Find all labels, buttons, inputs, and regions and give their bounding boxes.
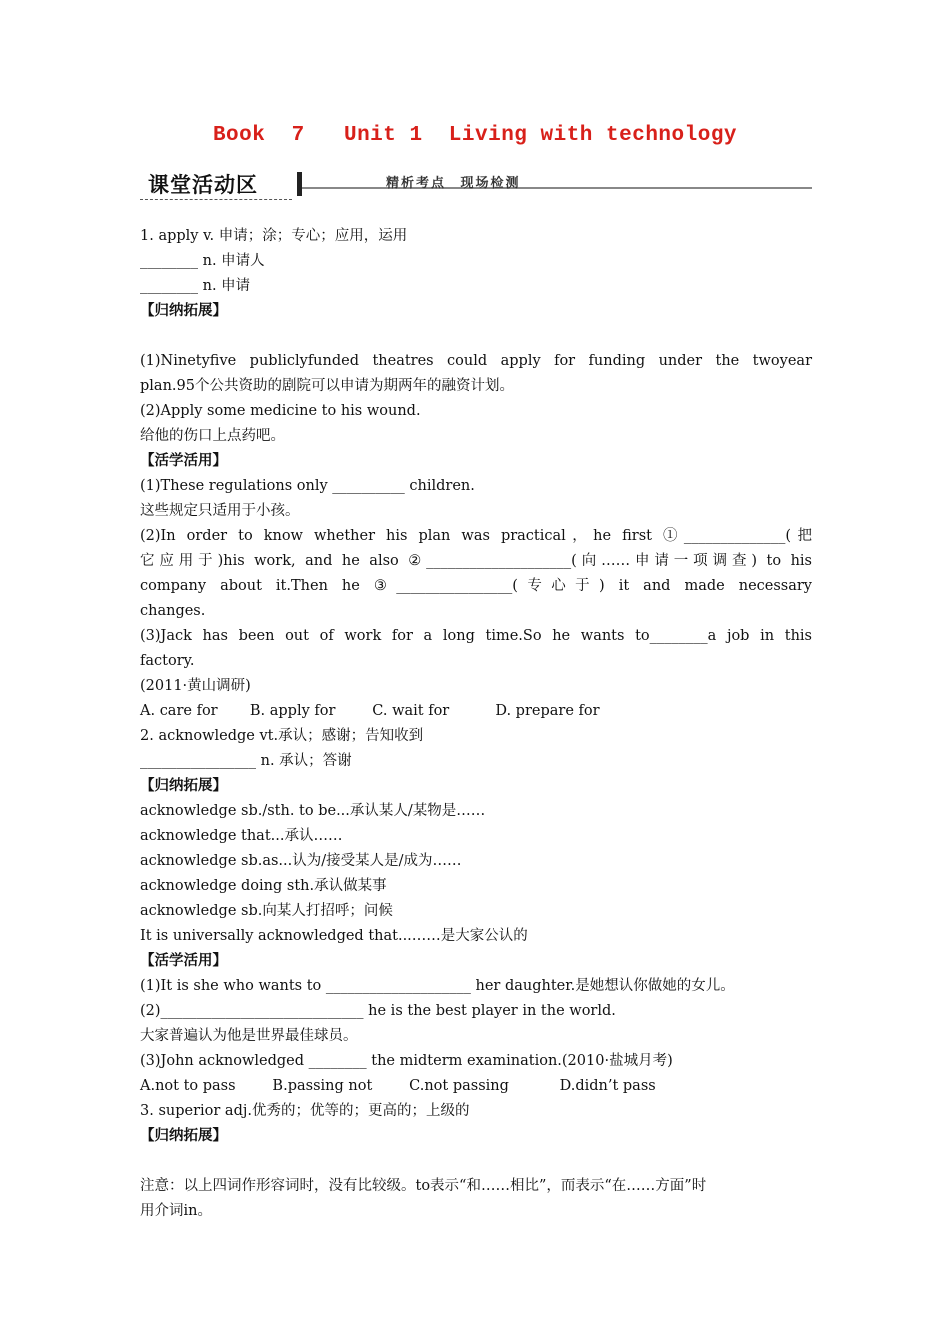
- section-banner: [140, 166, 812, 206]
- banner-rule: [302, 187, 812, 189]
- text-line: acknowledge sb.as...认为/接受某人是/成为……: [140, 853, 462, 869]
- subsection-heading: 【归纳拓展】: [140, 303, 227, 319]
- blank-line: [140, 324, 812, 349]
- text-line: (2011·黄山调研): [140, 678, 251, 694]
- text-line: It is universally acknowledged that...……是大家公认的: [140, 928, 528, 944]
- text-line: (2)Apply some medicine to his wound.: [140, 403, 421, 419]
- text-line: company about it.Then he ③________________(专心于) it and made necessary: [140, 578, 812, 594]
- text-line: acknowledge sb.向某人打招呼；问候: [140, 903, 393, 919]
- text-line: acknowledge that...承认……: [140, 828, 343, 844]
- text-line: A. care for B. apply for C. wait for D. prepare for: [140, 703, 600, 719]
- text-line: acknowledge sb./sth. to be...承认某人/某物是……: [140, 803, 486, 819]
- section-subheading: 精析考点 现场检测: [386, 176, 521, 191]
- text-line: ________________ n. 承认；答谢: [140, 753, 352, 769]
- text-line: ________ n. 申请: [140, 278, 251, 294]
- text-line: 1. apply v. 申请；涂；专心；应用，运用: [140, 228, 408, 244]
- heading-underline: [140, 199, 292, 200]
- text-line: (1)These regulations only __________ children.: [140, 478, 475, 494]
- text-line: 它应用于)his work, and he also ②____________________(向……申请一项调查) to his: [140, 553, 812, 569]
- subsection-heading: 【归纳拓展】: [140, 1128, 227, 1144]
- page-title: Book 7 Unit 1 Living with technology: [212, 124, 738, 147]
- text-line: 这些规定只适用于小孩。: [140, 503, 300, 519]
- text-line: (3)Jack has been out of work for a long time.So he wants to________a job in this: [140, 628, 812, 644]
- subsection-heading: 【活学活用】: [140, 953, 227, 969]
- document-body: [140, 224, 812, 1224]
- text-line: changes.: [140, 603, 206, 619]
- text-line: 给他的伤口上点药吧。: [140, 428, 285, 444]
- text-line: (2)____________________________ he is the best player in the world.: [140, 1003, 616, 1019]
- text-line: A.not to pass B.passing not C.not passing D.didn’t pass: [140, 1078, 656, 1094]
- text-line: 大家普遍认为他是世界最佳球员。: [140, 1028, 358, 1044]
- subsection-heading: 【归纳拓展】: [140, 778, 227, 794]
- text-line: plan.95个公共资助的剧院可以申请为期两年的融资计划。: [140, 378, 514, 394]
- text-line: ________ n. 申请人: [140, 253, 265, 269]
- text-line: (1)Ninetyfive publiclyfunded theatres could apply for funding under the twoyear: [140, 353, 812, 369]
- text-line: acknowledge doing sth.承认做某事: [140, 878, 387, 894]
- text-line: (2)In order to know whether his plan was practical，he first ①______________(把: [140, 528, 812, 544]
- text-line: (3)John acknowledged ________ the midterm examination.(2010·盐城月考): [140, 1053, 673, 1069]
- text-line: 2. acknowledge vt.承认；感谢；告知收到: [140, 728, 424, 744]
- section-heading: 课堂活动区: [148, 173, 258, 197]
- text-line: 注意：以上四词作形容词时，没有比较级。to表示“和……相比”，而表示“在……方面”时: [140, 1178, 707, 1194]
- text-line: 用介词in。: [140, 1203, 212, 1219]
- subsection-heading: 【活学活用】: [140, 453, 227, 469]
- text-line: factory.: [140, 653, 195, 669]
- banner-divider-bar: [297, 172, 302, 196]
- blank-line: [140, 1149, 812, 1174]
- text-line: 3. superior adj.优秀的；优等的；更高的；上级的: [140, 1103, 470, 1119]
- text-line: (1)It is she who wants to ____________________ her daughter.是她想认你做她的女儿。: [140, 978, 735, 994]
